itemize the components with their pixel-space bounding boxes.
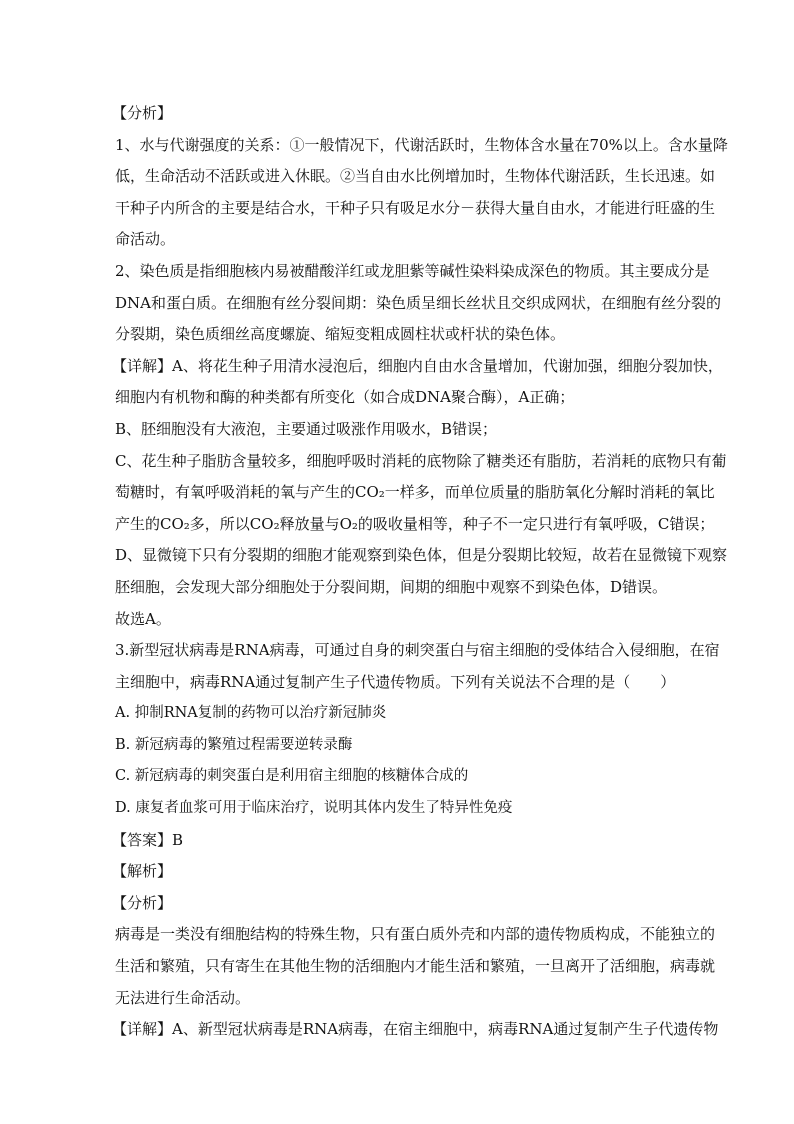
text-line-l04: 干种子内所含的主要是结合水，干种子只有吸足水分－获得大量自由水，才能进行旺盛的生: [115, 198, 716, 217]
text-line-l15: D、显微镜下只有分裂期的细胞才能观察到染色体，但是分裂期比较短，故若在显微镜下观察: [115, 546, 728, 565]
text-line-l08: 分裂期，染色质细丝高度螺旋、缩短变粗成圆柱状或杆状的染色体。: [115, 325, 566, 344]
text-line-l11: B、胚细胞没有大液泡，主要通过吸涨作用吸水，B错误；: [115, 419, 498, 438]
text-line-l18: 3.新型冠状病毒是RNA病毒，可通过自身的刺突蛋白与宿主细胞的受体结合入侵细胞，在宿: [115, 641, 720, 660]
text-line-l02: 1、水与代谢强度的关系：①一般情况下，代谢活跃时，生物体含水量在70%以上。含水量降: [115, 135, 728, 154]
text-line-l28: 生活和繁殖，只有寄生在其他生物的活细胞内才能生活和繁殖，一旦离开了活细胞，病毒就: [115, 957, 716, 976]
text-line-l21: B. 新冠病毒的繁殖过程需要逆转录酶: [115, 736, 353, 753]
text-line-l17: 故选A。: [115, 609, 171, 628]
text-line-l20: A. 抑制RNA复制的药物可以治疗新冠肺炎: [115, 705, 387, 722]
text-line-l29: 无法进行生命活动。: [115, 988, 251, 1007]
text-line-l22: C. 新冠病毒的刺突蛋白是利用宿主细胞的核糖体合成的: [115, 768, 469, 785]
text-line-l12: C、花生种子脂肪含量较多，细胞呼吸时消耗的底物除了糖类还有脂肪，若消耗的底物只有葡: [115, 451, 727, 470]
text-line-l23: D. 康复者血浆可用于临床治疗，说明其体内发生了特异性免疫: [115, 800, 513, 817]
text-line-l05: 命活动。: [115, 230, 176, 249]
text-line-l07: DNA和蛋白质。在细胞有丝分裂间期：染色质呈细长丝状且交织成网状，在细胞有丝分裂的: [115, 293, 721, 312]
text-line-l30: 【详解】A、新型冠状病毒是RNA病毒，在宿主细胞中，病毒RNA通过复制产生子代遗传物: [112, 1020, 719, 1039]
text-line-l24: 【答案】B: [112, 830, 184, 849]
text-line-l13: 萄糖时，有氧呼吸消耗的氧与产生的CO₂一样多，而单位质量的脂肪氧化分解时消耗的氧比: [115, 483, 715, 502]
text-line-l19: 主细胞中，病毒RNA通过复制产生子代遗传物质。下列有关说法不合理的是（ ）: [115, 672, 676, 691]
text-line-l09: 【详解】A、将花生种子用清水浸泡后，细胞内自由水含量增加，代谢加强，细胞分裂加快，: [112, 356, 723, 375]
text-line-l26: 【分析】: [112, 893, 173, 912]
text-line-l03: 低，生命活动不活跃或进入休眠。②当自由水比例增加时，生物体代谢活跃，生长迅速。如: [115, 167, 716, 186]
text-line-l14: 产生的CO₂多，所以CO₂释放量与O₂的吸收量相等，种子不一定只进行有氧呼吸，C错误；: [115, 514, 715, 533]
text-line-l25: 【解析】: [112, 862, 173, 881]
text-line-l27: 病毒是一类没有细胞结构的特殊生物，只有蛋白质外壳和内部的遗传物质构成，不能独立的: [115, 925, 716, 944]
text-line-l16: 胚细胞，会发现大部分细胞处于分裂间期，间期的细胞中观察不到染色体，D错误。: [115, 577, 668, 596]
text-line-l06: 2、染色质是指细胞核内易被醋酸洋红或龙胆紫等碱性染料染成深色的物质。其主要成分是: [115, 261, 710, 280]
text-line-l10: 细胞内有机物和酶的种类都有所变化（如合成DNA聚合酶），A正确；: [115, 388, 575, 407]
text-line-l01: 【分析】: [112, 104, 173, 122]
